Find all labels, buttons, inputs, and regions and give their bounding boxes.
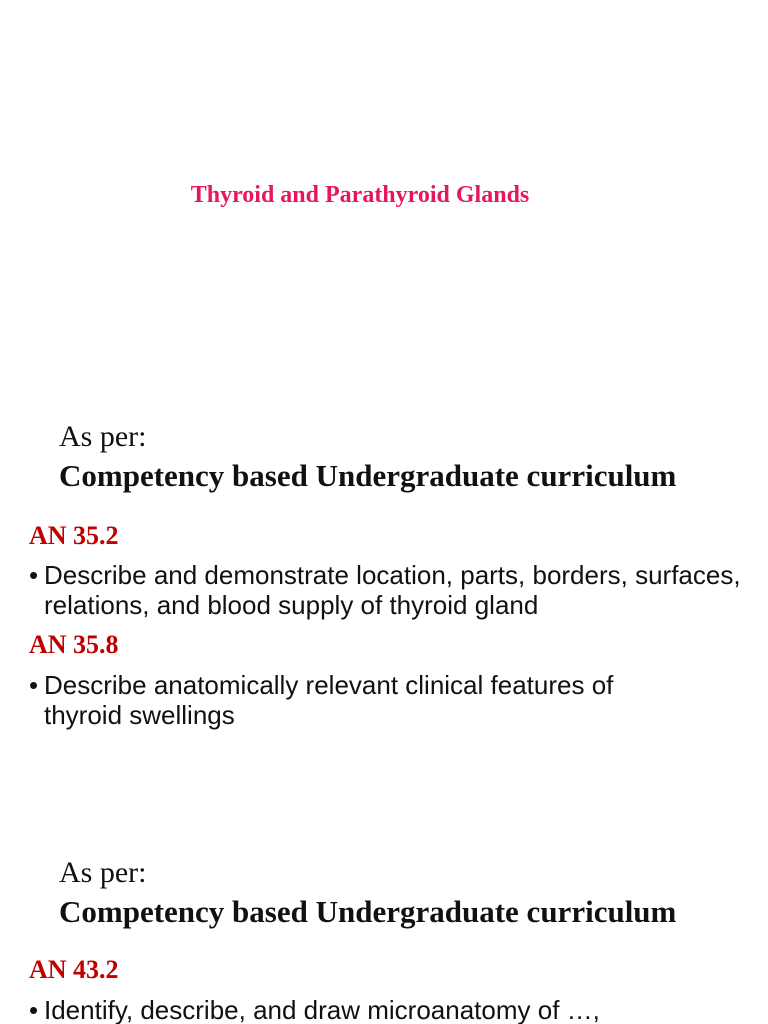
competency-code: AN 43.2: [29, 955, 119, 984]
curriculum-heading: Competency based Undergraduate curriculum: [59, 458, 677, 493]
title-slide: [0, 0, 768, 400]
bullet-icon: •: [29, 995, 39, 1024]
as-per-label: As per:: [59, 420, 147, 453]
competency-text: Describe anatomically relevant clinical features of thyroid swellings: [44, 670, 614, 730]
competency-description: [29, 560, 744, 620]
curriculum-heading: Competency based Undergraduate curriculum: [59, 894, 677, 929]
bullet-icon: •: [29, 560, 39, 590]
competency-text: Describe and demonstrate location, parts, borders, surfaces, relations, and blood supply of thyroid gland: [44, 560, 741, 620]
document-title: Thyroid and Parathyroid Glands: [190, 182, 530, 208]
competency-description: [29, 670, 744, 730]
competency-code: AN 35.8: [29, 630, 119, 659]
competency-slide-2: [0, 838, 768, 1024]
competency-code: AN 35.2: [29, 521, 119, 550]
as-per-label: As per:: [59, 856, 147, 889]
competency-text: Identify, describe, and draw microanatomy of …,: [44, 995, 600, 1024]
competency-slide-1: [0, 400, 768, 820]
bullet-icon: •: [29, 670, 39, 700]
competency-description: [29, 995, 744, 1024]
